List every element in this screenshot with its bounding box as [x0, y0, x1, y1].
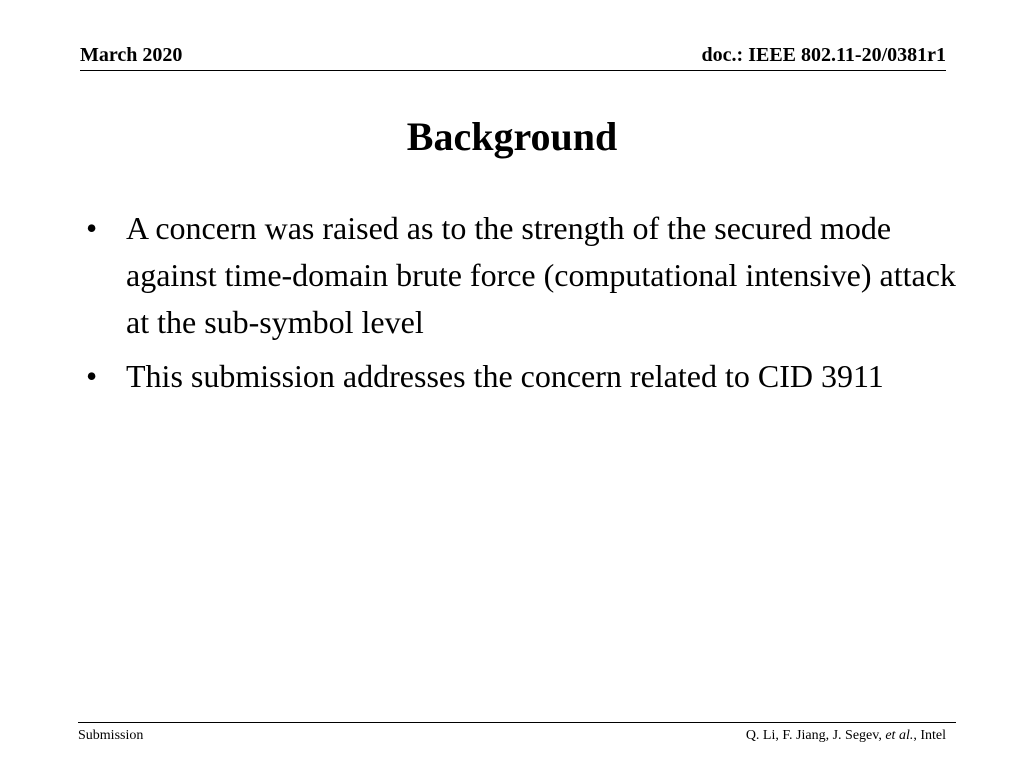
bullet-icon: • [86, 210, 98, 246]
header-doc-id: doc.: IEEE 802.11-20/0381r1 [701, 44, 946, 66]
footer-author-names: Q. Li, F. Jiang, J. Segev, [745, 728, 886, 743]
footer-etal: et al. [885, 728, 914, 743]
bullet-item [82, 205, 962, 346]
bullet-item [82, 353, 962, 400]
footer-submission: Submission [78, 728, 144, 743]
bullet-text: A concern was raised as to the strength of the secured mode against time-domain brute force (computational intensive) attack at the sub-symbol level [126, 210, 956, 340]
footer-authors [746, 728, 946, 744]
footer-org: , Intel [913, 728, 946, 743]
slide-header [80, 40, 946, 71]
bullet-text: This submission addresses the concern related to CID 3911 [126, 358, 884, 394]
slide-footer [78, 722, 956, 747]
bullet-list [82, 205, 962, 407]
bullet-icon: • [86, 358, 98, 394]
slide-title: Background [406, 114, 618, 159]
header-date: March 2020 [80, 44, 183, 66]
